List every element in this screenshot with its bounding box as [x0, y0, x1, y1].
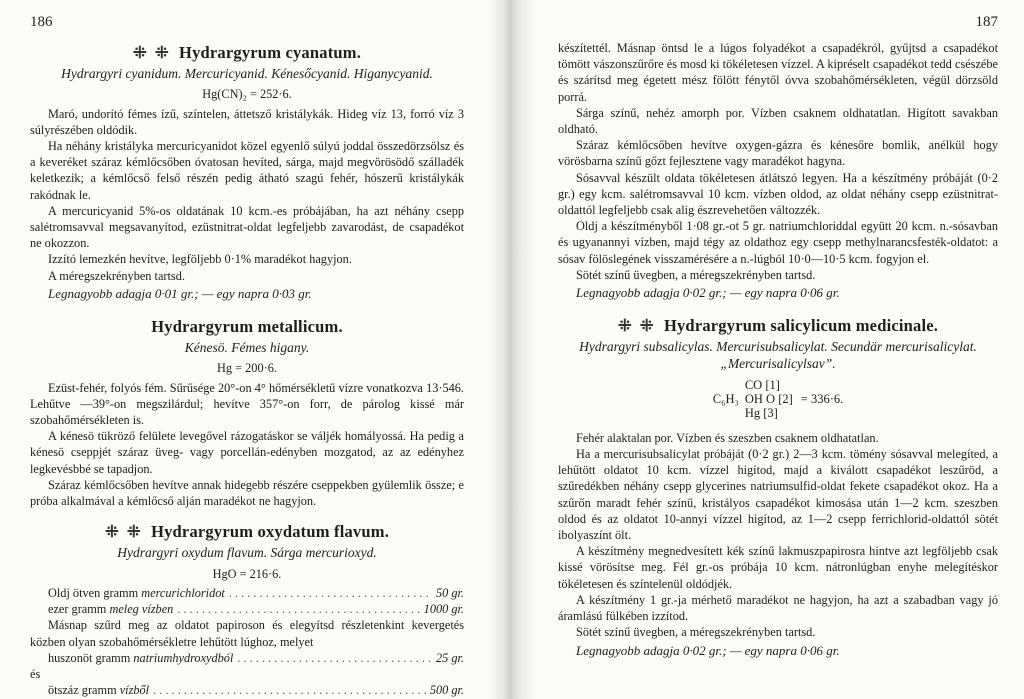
recipe-line: huszonöt gramm natriumhydroxydból . . . 25 gr. — [30, 650, 464, 666]
chemical-formula: Hg = 200·6. — [217, 361, 277, 376]
paragraph: Ezüst-fehér, folyós fém. Sűrűsége 20°-on 4° hőmérsékletű vízre vonatkozva 13·546. Lehűtve —39°-on megszilárdul; hevítve 357°-on forr, de párolog kissé már szobahőmérsékleten is. — [30, 380, 464, 428]
section-synonyms: Kénesö. Fémes higany. — [184, 340, 310, 356]
conjunction: és — [30, 666, 41, 681]
left-column — [30, 40, 464, 698]
section-heading — [30, 524, 464, 540]
paragraph: Ha néhány kristályka mercuricyanidot közel egyenlő súlyú joddal összedörzsölsz és a keveréket száraz kémlőcsőben óvatosan hevíted, sárga, majd megvörösödő szálladék keletkezik; a kémlőcső felső részén pedig átható szagú fehér, hószerű kristálykák rakódnak le. — [30, 139, 464, 202]
double-cross-icon: ⁜ ⁜ — [104, 522, 143, 542]
recipe-amount: 25 gr. — [435, 650, 464, 665]
paragraph: Sötét színű üvegben, a méregszekrényben tartsd. — [576, 267, 816, 282]
page-number: 187 — [975, 14, 998, 30]
chemical-formula: Hg(CN)₂ = 252·6. — [202, 87, 292, 102]
section-heading — [30, 319, 464, 335]
page-number: 186 — [30, 14, 53, 30]
recipe-amount: 500 gr. — [429, 683, 464, 698]
section-synonyms: Hydrargyri cyanidum. Mercuricyanid. Kénesőcyanid. Higanycyanid. — [61, 66, 433, 82]
left-page — [0, 0, 488, 699]
section-synonyms: Hydrargyri oxydum flavum. Sárga mercurioxyd. — [117, 545, 377, 561]
paragraph: Sárga színű, nehéz amorph por. Vízben csaknem oldhatatlan. Higított savakban oldható. — [558, 105, 998, 137]
paragraph: Másnap szűrd meg az oldatot papiroson és elegyítsd részletenkint kevergetés közben olyan szobahőmérsékletre lehűtött lúghoz, melyet — [30, 618, 464, 649]
dosage-line: Legnagyobb adagja 0·02 gr.; — egy napra 0·06 gr. — [576, 642, 840, 658]
section-title: Hydrargyrum cyanatum. — [179, 43, 362, 62]
paragraph: Száraz kémlőcsőben hevítve annak hidegebb részére cseppekben gyülemlik össze; e próba alkalmával a kémlőcső alján maradékot ne hagyjon. — [30, 477, 464, 509]
right-column — [558, 40, 998, 661]
chemical-formula: HgO = 216·6. — [212, 566, 282, 581]
section-title: Hydrargyrum oxydatum flavum. — [151, 522, 390, 542]
book-gutter — [488, 0, 536, 699]
paragraph: Fehér alaktalan por. Vízben és szeszben csaknem oldhatatlan. — [576, 430, 879, 445]
paragraph: A mercuricyanid 5%-os oldatának 10 kcm.-es próbájában, ha azt néhány csepp salétromsavval megsavanyítod, ezüstnitrat-oldat legfeljebb zavarodást, de csapadékot ne okozzon. — [30, 203, 464, 251]
recipe-amount: 50 gr. — [435, 585, 464, 600]
recipe-amount: 1000 gr. — [423, 602, 464, 617]
section-synonyms: Hydrargyri subsalicylas. Mercurisubsalicylat. Secundär mercurisalicylat. „Mercurisalicylsav”. — [579, 339, 977, 371]
formula-weight: = 336·6. — [800, 391, 844, 406]
paragraph: A készítmény 1 gr.-ja mérhető maradékot ne hagyjon, ha azt a szabadban vagy jó áramlású fülkében izzítod. — [558, 592, 998, 624]
paragraph: Sötét színű üvegben, a méregszekrényben tartsd. — [576, 625, 816, 640]
paragraph: Izzító lemezkén hevítve, legföljebb 0·1% maradékot hagyjon. — [48, 252, 352, 267]
dosage-line: Legnagyobb adagja 0·02 gr.; — egy napra 0·06 gr. — [576, 285, 840, 301]
section-title: Hydrargyrum salicylicum medicinale. — [663, 316, 939, 336]
paragraph: Maró, undorító fémes ízű, színtelen, áttetsző kristálykák. Hideg víz 13, forró víz 3 súlyrészében oldódik. — [30, 106, 464, 137]
formula-ring: C₆H₃ — [712, 391, 739, 406]
paragraph: Száraz kémlőcsőben hevítve oxygen-gázra és kénesőre bomlik, anélkül hogy vörösbarna színű gőzt fejlesztene vagy maradékot hagyna. — [558, 138, 998, 169]
paragraph: Oldj a készítményből 1·08 gr.-ot 5 gr. natriumchloriddal együtt 20 kcm. n.-sósavban és ugyanannyi vízben, majd tégy az oldathoz egy csepp methylnarancsfesték-oldatot: a sósav fölöslegének visszamérésére a n.-lúgból 10·0—10·5 kcm. fogyjon el. — [558, 219, 998, 266]
structural-formula — [558, 378, 998, 420]
double-cross-icon: ⁜ ⁜ — [132, 43, 171, 62]
section-title: Hydrargyrum metallicum. — [151, 317, 343, 337]
paragraph: A méregszekrényben tartsd. — [48, 268, 185, 283]
right-page — [536, 0, 1024, 699]
section-heading — [30, 45, 464, 61]
paragraph: A kénesö tükröző felülete levegővel rázogatáskor se váljék homályossá. Ha pedig a kénesö cseppjét száraz üveg- vagy porcellán-edényben mozgatod, az az edényhez legkevésbbé se tapadjon. — [30, 429, 464, 476]
dosage-line: Legnagyobb adagja 0·01 gr.; — egy napra 0·03 gr. — [48, 285, 312, 301]
formula-groups: CO [1] OH O [2] Hg [3] — [744, 377, 793, 420]
double-cross-icon: ⁜ ⁜ — [617, 316, 656, 336]
paragraph: A készítmény megnedvesített kék színű lakmuszpapirosra hintve azt legföljebb csak kissé vörösítse meg. Fél gr.-os próbája 10 kcm. nátronlúgban enyhe melegítéskor tökéletesen és színtelenül oldódjék. — [558, 544, 998, 591]
recipe-line: ötszáz gramm vízből . . . 500 gr. — [30, 682, 464, 698]
section-heading — [558, 318, 998, 334]
recipe-line: Oldj ötven gramm mercurichloridot . . . 50 gr. — [30, 585, 464, 601]
recipe-line: ezer gramm meleg vízben . . . 1000 gr. — [30, 601, 464, 617]
paragraph: Sósavval készült oldata tökéletesen átlátszó legyen. Ha a készítmény próbáját (0·2 gr.) egy kcm. salétromsavval 10 kcm. vízben oldod, az oldat néhány csepp ezüstnitrat-oldattól legfeljebb csak alig észrevehetően változzék. — [558, 170, 998, 218]
paragraph: Ha a mercurisubsalicylat próbáját (0·2 gr.) 2—3 kcm. tömény sósavval melegíted, a lehűtött oldatot 10 kcm. vízzel higítod, majd a kiválott csapadékot leszűröd, a szűredékben néhány csepp glycerines natriumsulfid-oldat fekete csapadékot okoz. Ha a szűrőn maradt fehér színű, kristályos csapadékot kimosása után 1—2 kcm. szeszben oldod és az oldatot 10-annyi vízzel higítod, az 1—2 csepp ferrichlorid-oldattól sötét ibolyaszínt ölt. — [558, 447, 998, 543]
paragraph: készítettél. Másnap öntsd le a lúgos folyadékot a csapadékról, gyűjtsd a csapadékot tömött vászonszűrőre és mosd ki tökéletesen vízzel. A kipréselt csapadékot tedd csészébe és szárítsd meg égetett mész fölött fénytől óvva szobahőmérsékleten, végül dörzsöld porrá. — [558, 41, 998, 104]
